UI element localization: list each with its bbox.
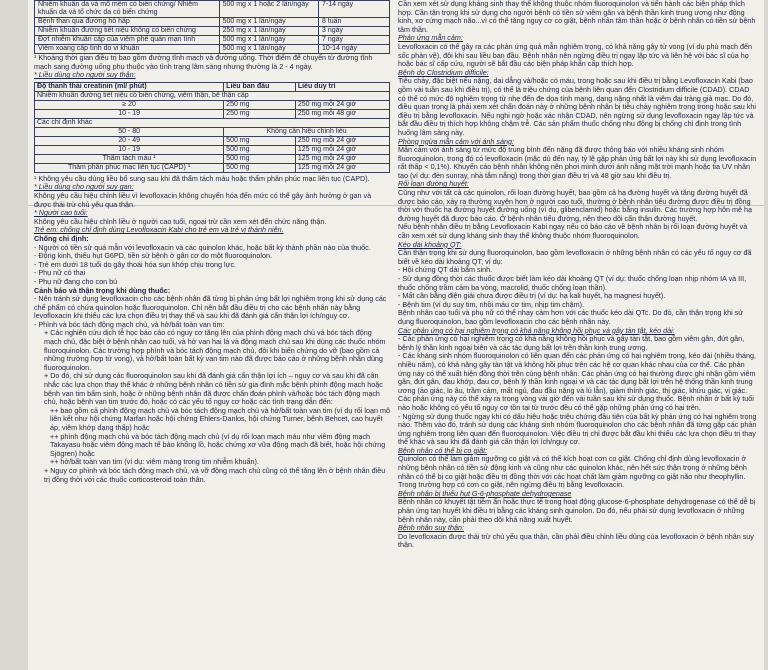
- table-cell: 250 mg mỗi 24 giờ: [295, 136, 389, 145]
- table-cell: 10-14 ngày: [318, 45, 389, 54]
- table-row: [35, 1, 390, 18]
- right-text: [398, 0, 758, 550]
- section-heading: * Người cao tuổi:: [34, 208, 88, 218]
- paragraph: - Động kinh, thiếu hụt G6PD, tiền sử bệnh ở gân cơ do một fluoroquinolon.: [34, 251, 272, 261]
- renal-group-2: Các chỉ định khác: [35, 118, 390, 127]
- left-column: [34, 0, 390, 484]
- section-heading: Phòng ngừa mẫn cảm với ánh sáng:: [398, 136, 514, 146]
- renal-header-initial: Liều ban đầu: [224, 82, 296, 91]
- paragraph: Cần thận trọng khi sử dụng fluoroquinolon, bao gồm levofloxacin ở những bệnh nhân có các yếu tố nguy cơ đã biết về kéo dài khoảng QT, ví dụ:: [398, 248, 752, 266]
- table-cell: 250 mg x 1 lần/ngày: [219, 27, 318, 36]
- paragraph: + Do đó, chỉ sử dụng các fluoroquinolon sau khi đã đánh giá cẩn thận lợi ích – nguy cơ và sau khi đã cân nhắc các lựa chọn thay thế khác ở những bệnh nhân có tiền sử gia đình mắc bệnh phình động mạch hoặc bệnh van tim bẩm sinh, hoặc ở những bệnh nhân đã được chẩn đoán phình và/hoặc bóc tách động mạch chủ, hoặc bệnh van tim trước đó, hoặc có các yếu tố nguy cơ hoặc các tình trạng dẫn đến:: [44, 371, 383, 407]
- paragraph: Không yêu cầu hiệu chỉnh liều ở người cao tuổi, ngoại trừ cần xem xét đến chức năng thận.: [34, 216, 327, 226]
- table-row: [35, 145, 390, 154]
- paragraph: Không yêu cầu hiệu chỉnh liều vì levofloxacin không chuyển hóa đến mức có thể gây ảnh hưởng ở gan và được thải trừ chủ yếu qua thận.: [34, 190, 372, 209]
- table-cell: Thẩm tách máu ¹: [35, 154, 224, 163]
- renal-header-clearance: Độ thanh thải creatinin (ml/ phút): [35, 82, 224, 91]
- paragraph: - Phình và bóc tách động mạch chủ, và hở/bất toàn van tim:: [34, 319, 225, 329]
- paragraph: - Bệnh tim (ví dụ suy tim, nhồi máu cơ tim, nhịp tim chậm).: [398, 299, 585, 309]
- table-cell: Đợt nhiễm khuẩn cấp của viêm phế quản mạn tính: [35, 36, 220, 45]
- section-heading: Bệnh do Clostridium difficile:: [398, 67, 489, 77]
- paragraph: - Nên tránh sử dụng levofloxacin cho các bệnh nhân đã từng bị phản ứng bất lợi nghiêm trọng khi sử dụng các chế phẩm có chứa quinolon hoặc fluoroquinolon. Chỉ nên bắt đầu điều trị cho các bệnh nhân này bằng levofloxacin khi thiếu các lựa chọn điều trị thay thế và sau khi đã đánh giá cẩn thận lợi ích/nguy cơ.: [34, 294, 387, 321]
- table-cell: ≥ 20: [35, 100, 224, 109]
- paragraph: - Ngừng sử dụng thuốc ngay khi có dấu hiệu hoặc triệu chứng đầu tiên của bất kỳ phản ứng có hại nghiêm trọng nào. Thêm vào đó, tránh sử dụng các kháng sinh nhóm fluoroquinolon cho các bệnh nhân đã từng gặp các phản ứng nghiêm trọng liên quan đến fluoroquinolon. Việc điều trị chỉ được bắt đầu khi thiếu các lựa chọn điều trị thay thế khác và sau khi đã đánh giá cẩn thận lợi ích/nguy cơ.: [398, 411, 757, 447]
- paragraph: - Phụ nữ có thai: [34, 268, 86, 278]
- renal-group-1: Nhiễm khuẩn đường tiết niệu có biến chứng, viêm thận, bể thận cấp: [35, 91, 390, 100]
- paragraph: ¹ Không yêu cầu dùng liều bổ sung sau khi đã thẩm tách máu hoặc thẩm phân phúc mạc liên tục (CAPD).: [34, 173, 370, 183]
- table-cell: 7 ngày: [318, 36, 389, 45]
- table-row: [35, 36, 390, 45]
- table-cell: 500 mg: [224, 154, 296, 163]
- section-heading: Bệnh nhân suy thận:: [398, 523, 464, 533]
- table-cell: Không cần hiệu chỉnh liều: [224, 127, 390, 136]
- section-heading: Trẻ em: chống chỉ định dùng Levofloxacin Kabi cho trẻ em và trẻ vị thành niên.: [34, 225, 284, 235]
- table-cell: 500 mg: [224, 145, 296, 154]
- paragraph: + Nguy cơ phình và bóc tách động mạch chủ, và vỡ động mạch chủ cũng có thể tăng lên ở bệnh nhân điều trị đồng thời với các thuốc corticosteroid toàn thân.: [44, 465, 386, 484]
- table-cell: Nhiễm khuẩn đường tiết niệu không có biến chứng: [35, 27, 220, 36]
- paragraph: Levofloxacin có thể gây ra các phản ứng quá mẫn nghiêm trọng, có khả năng gây tử vong (ví dụ phù mạch đến sốc phản vệ), đôi khi sau liều ban đầu. Bệnh nhân nên ngừng điều trị ngay lập tức và liên hệ với bác sĩ của họ hoặc bác sĩ cấp cứu, người sẽ bắt đầu các biện pháp khẩn cấp thích hợp.: [398, 41, 753, 69]
- table-cell: 10 - 19: [35, 145, 224, 154]
- section-heading: * Liều dùng cho người suy gan:: [34, 182, 134, 192]
- paragraph: Nếu bệnh nhân điều trị bằng Levofloxacin Kabi ngay nếu có báo cáo về bệnh nhân bị rối loạn đường huyết và cần xem xét sử dụng kháng sinh thay thế không thuộc nhóm fluoroquinolon.: [398, 222, 748, 241]
- table-row: [35, 154, 390, 163]
- table-cell: 125 mg mỗi 24 giờ: [295, 163, 389, 172]
- paragraph: Bệnh nhân cao tuổi và phụ nữ có thể nhạy cảm hơn với các thuốc kéo dài QTc. Do đó, cần thận trọng khi sử dụng fluoroquinolon, bao gồm levofloxacin cho các bệnh nhân này.: [398, 308, 744, 326]
- table-row: [35, 109, 390, 118]
- footnote-1: ¹ Khoảng thời gian điều trị bao gồm đường tĩnh mạch và đường uống. Thời điểm để chuyển từ đường tĩnh mạch sang đường uống phụ thuộc vào tình trạng lâm sàng nhưng thường là 2 - 4 ngày.: [34, 53, 373, 71]
- table-cell: 3 ngày: [318, 27, 389, 36]
- paragraph: - Hội chứng QT dài bẩm sinh.: [398, 265, 493, 275]
- section-heading: Chống chỉ định:: [34, 233, 89, 243]
- renal-header-maintenance: Liều duy trì: [295, 82, 389, 91]
- table-cell: 20 - 49: [35, 136, 224, 145]
- table-cell: 250 mg: [224, 109, 296, 118]
- table-cell: 500 mg: [224, 136, 296, 145]
- section-heading: Phản ứng mẫn cảm:: [398, 33, 463, 43]
- table-row: [35, 127, 390, 136]
- section-heading: Bệnh nhân có thể bị co giật:: [398, 445, 488, 455]
- renal-heading: * Liều dùng cho người suy thận:: [34, 70, 136, 80]
- paragraph: - Sử dụng đồng thời các thuốc được biết làm kéo dài khoảng QT (ví dụ: thuốc chống loạn nhịp nhóm IA và III, thuốc chống trầm cảm ba vòng, macrolid, thuốc chống loạn thần).: [398, 274, 747, 292]
- leaflet-page: [28, 0, 764, 670]
- table-cell: Nhiễm khuẩn da và mô mềm có biến chứng/ Nhiễm khuẩn da và tổ chức da có biến chứng: [35, 1, 220, 18]
- paragraph: - Phụ nữ đang cho con bú: [34, 276, 118, 286]
- paragraph: Mẫn cảm với ánh sáng từ mức độ trung bình đến nặng đã được thông báo với nhiều kháng sinh nhóm fluoroquinolon, trong đó có levofloxacin (mặc dù đến nay, tỷ lệ gặp phản ứng bất lợi này khi sử dụng levofloxacin rất thấp < 0,1%). Khuyến cáo bệnh nhân không nên phơi mình dưới ánh nắng mặt trời mạnh hoặc tia UV nhân tạo (ví dụ: đèn sunray, nhà tắm nắng) trong thời gian điều trị và 48 giờ sau khi điều trị.: [398, 145, 757, 180]
- paragraph: - Người có tiền sử quá mẫn với levofloxacin và các quinolon khác, hoặc bất kỳ thành phần nào của thuốc.: [34, 242, 371, 252]
- table-row: [35, 163, 390, 172]
- paragraph: + Các nghiên cứu dịch tễ học báo cáo có nguy cơ tăng lên của phình động mạch chủ và bóc tách động mạch chủ, đặc biệt ở bệnh nhân cao tuổi, và hở van hai lá và động mạch chủ sau khi dùng các thuốc nhóm fluoroquinolon. Các trường hợp phình và bóc tách động mạch chủ, đôi khi biến chứng do vỡ (bao gồm cả những trường hợp tử vong), và hở/bất toàn bất kỳ van tim nào đã được báo cáo ở những bệnh nhân dùng fluoroquinolon.: [44, 328, 386, 372]
- table-cell: 10 - 19: [35, 109, 224, 118]
- left-text: [34, 175, 390, 484]
- table-cell: 125 mg mỗi 24 giờ: [295, 154, 389, 163]
- table-cell: 250 mg mỗi 48 giờ: [295, 109, 389, 118]
- paragraph: Quinolon có thể làm giảm ngưỡng co giật và có thể kích hoạt cơn co giật. Chống chỉ định dùng levofloxacin ở những bệnh nhân có tiền sử động kinh và cũng như các quinolon khác, nên hết sức thận trọng ở những bệnh nhân có thể bị co giật hoặc điều trị đồng thời với các hoạt chất làm giảm ngưỡng co giật não như theophyllin. Trong trường hợp có cơn co giật, nên ngừng điều trị bằng levofloxacin.: [398, 454, 747, 490]
- table-cell: 125 mg mỗi 24 giờ: [295, 145, 389, 154]
- table-cell: Viêm xoang cấp tính do vi khuẩn: [35, 45, 220, 54]
- section-heading: Các phản ứng có hại nghiêm trọng có khả năng không hồi phục và gây tàn tật, kéo dài:: [398, 325, 675, 335]
- table-cell: 250 mg: [224, 100, 296, 109]
- table-cell: 500 mg: [224, 163, 296, 172]
- renal-dosage-table: [34, 82, 390, 173]
- paragraph: - Các phản ứng có hại nghiêm trọng có khả năng không hồi phục và gây tàn tật, bao gồm viêm gân, đứt gân, bệnh lý thần kinh ngoại biên và các tác dụng bất lợi trên thần kinh trung ương.: [398, 334, 745, 352]
- table-cell: Bệnh than qua đường hô hấp: [35, 18, 220, 27]
- table-cell: 500 mg x 1 lần/ngày: [219, 18, 318, 27]
- table-cell: 8 tuần: [318, 18, 389, 27]
- section-heading: Cảnh báo và thận trọng khi dùng thuốc:: [34, 285, 171, 295]
- table-cell: 500 mg x 1 hoặc 2 lần/ngày: [219, 1, 318, 18]
- paragraph: ++ hở/bất toàn van tim (ví dụ: viêm màng trong tim nhiễm khuẩn).: [50, 457, 259, 467]
- section-heading: Kéo dài khoảng QT:: [398, 239, 462, 249]
- paragraph: - Trẻ em dưới 18 tuổi do gây thoái hóa sụn khớp chịu trọng lực.: [34, 259, 237, 269]
- table-cell: 7-14 ngày: [318, 1, 389, 18]
- table-cell: 50 - 80: [35, 127, 224, 136]
- section-heading: Bệnh nhân bị thiếu hụt G-6-phosphate dehydrogenase: [398, 488, 572, 498]
- paragraph: ++ bao gồm cả phình động mạch chủ và bóc tách động mạch chủ và hở/bất toàn van tim (ví dụ rối loạn mô liên kết như hội chứng Marfan hoặc hội chứng Ehlers-Danlos, hội chứng Turner, bệnh Behcet, cao huyết áp, viêm khớp dạng thấp) hoặc: [50, 405, 390, 432]
- table-cell: Thẩm phân phúc mạc liên tục (CAPD) ¹: [35, 163, 224, 172]
- right-column: [398, 0, 758, 550]
- paragraph: Do levofloxacin được thải trừ chủ yếu qua thận, cần phải điều chỉnh liều dùng của levofloxacin ở bệnh nhân suy thận.: [398, 531, 754, 550]
- table-cell: 250 mg mỗi 24 giờ: [295, 100, 389, 109]
- table-row: [35, 136, 390, 145]
- table-row: [35, 27, 390, 36]
- table-cell: 500 mg x 1 lần/ngày: [219, 45, 318, 54]
- paragraph: Cũng như với tất cả các quinolon, rối loạn đường huyết, bao gồm cả hạ đường huyết và tăng đường huyết đã được báo cáo, xảy ra thường xuyên hơn ở người cao tuổi, thường ở bệnh nhân tiểu đường được điều trị đồng thời với thuốc hạ đường huyết đường uống (ví dụ, glibenclamid) hoặc bằng insulin. Các trường hợp hôn mê hạ đường huyết đã được báo cáo. Ở bệnh nhân tiểu đường, nên theo dõi cẩn thận đường huyết.: [398, 188, 752, 223]
- paragraph: Cần xem xét sử dụng kháng sinh thay thế không thuộc nhóm fluoroquinolon và tiến hành các biện pháp thích hợp. Cần tận trọng khi sử dụng cho người bệnh có tiền sử viêm gân và bệnh thần kinh trung ương như động kinh, xơ cứng mạch não...vì có thể tăng nguy cơ co giật, bệnh nhân tâm thần hoặc ở bệnh nhân có tiền sử bệnh tâm thần.: [398, 0, 756, 34]
- table-row: [35, 100, 390, 109]
- table-row: [35, 18, 390, 27]
- section-heading: Rối loạn đường huyết:: [398, 179, 469, 189]
- paragraph: Tiêu chảy, đặc biệt nếu nặng, dai dẳng và/hoặc có máu, trong hoặc sau khi điều trị bằng Levofloxacin Kabi (bao gồm vài tuần sau khi điều trị), có thể là triệu chứng của bệnh liên quan đến Clostridium difficile (CDAD). CDAD có thể có mức độ nghiêm trọng từ nhẹ đến đe dọa tính mạng, dạng nặng nhất là viêm đại tràng giả mạc. Do đó, điều quan trọng là phải xem xét chẩn đoán này ở những bệnh nhân bị tiêu chảy nghiêm trọng trong hoặc sau khi điều trị bằng levofloxacin. Nếu nghi ngờ hoặc xác nhận CDAD, nên ngừng sử dụng levofloxacin ngay lập tức và bắt đầu điều trị thích hợp không chậm trễ. Các sản phẩm thuốc chống nhu động bị chống chỉ định trong tình huống lâm sàng này.: [398, 76, 756, 137]
- paragraph: - Các kháng sinh nhóm fluoroquinolon có liên quan đến các phản ứng có hại nghiêm trọng, kéo dài (nhiều tháng, nhiều năm), có khả năng gây tàn tật và không hồi phục trên các hệ cơ quan khác nhau của cơ thể. Các phản ứng này có thể xuất hiện đồng thời trên cùng bệnh nhân. Các phản ứng có hại thường được ghi nhận gồm viêm gân, đứt gân, đau khớp, đau cơ, bệnh lý thần kinh ngoại vi và các tác dụng bất lợi trên hệ thống thần kinh trung ương (ảo giác, lo âu, trầm cảm, mất ngủ, đau đầu nặng và lú lẫn), giảm thính giác, thị giác, khứu giác, vị giác. Các phản ứng này có thể xảy ra trong vòng vài giờ đến vài tuần sau khi sử dụng thuốc. Bệnh nhân ở bất kỳ tuổi nào hoặc không có yếu tố nguy cơ tồn tại từ trước đều có thể gặp những phản ứng có hại trên.: [398, 351, 757, 412]
- table-cell: 500 mg x 1 lần/ngày: [219, 36, 318, 45]
- dosage-table: [34, 0, 390, 54]
- paragraph: - Mất cân bằng điện giải chưa được điều trị (ví dụ: hạ kali huyết, hạ magnesi huyết).: [398, 291, 666, 301]
- paragraph: ++ phình động mạch chủ và bóc tách động mạch chủ (ví dụ rối loạn mạch máu như viêm động mạch Takayasu hoặc viêm động mạch tế bào khổng lồ, hoặc chứng xơ vữa động mạch đã biết, hoặc hội chứng Sjögren) hoặc: [50, 431, 386, 458]
- paragraph: Bệnh nhân có khuyết tật tiềm ẩn hoặc thực tế trong hoạt động glucose-6-phosphate dehydrogenase có thể dễ bị phản ứng tan huyết khi điều trị bằng các kháng sinh quinolon. Do đó, nếu phải sử dụng levofloxacin ở những bệnh nhân này, cần phải theo dõi khả năng xuất huyết.: [398, 497, 756, 524]
